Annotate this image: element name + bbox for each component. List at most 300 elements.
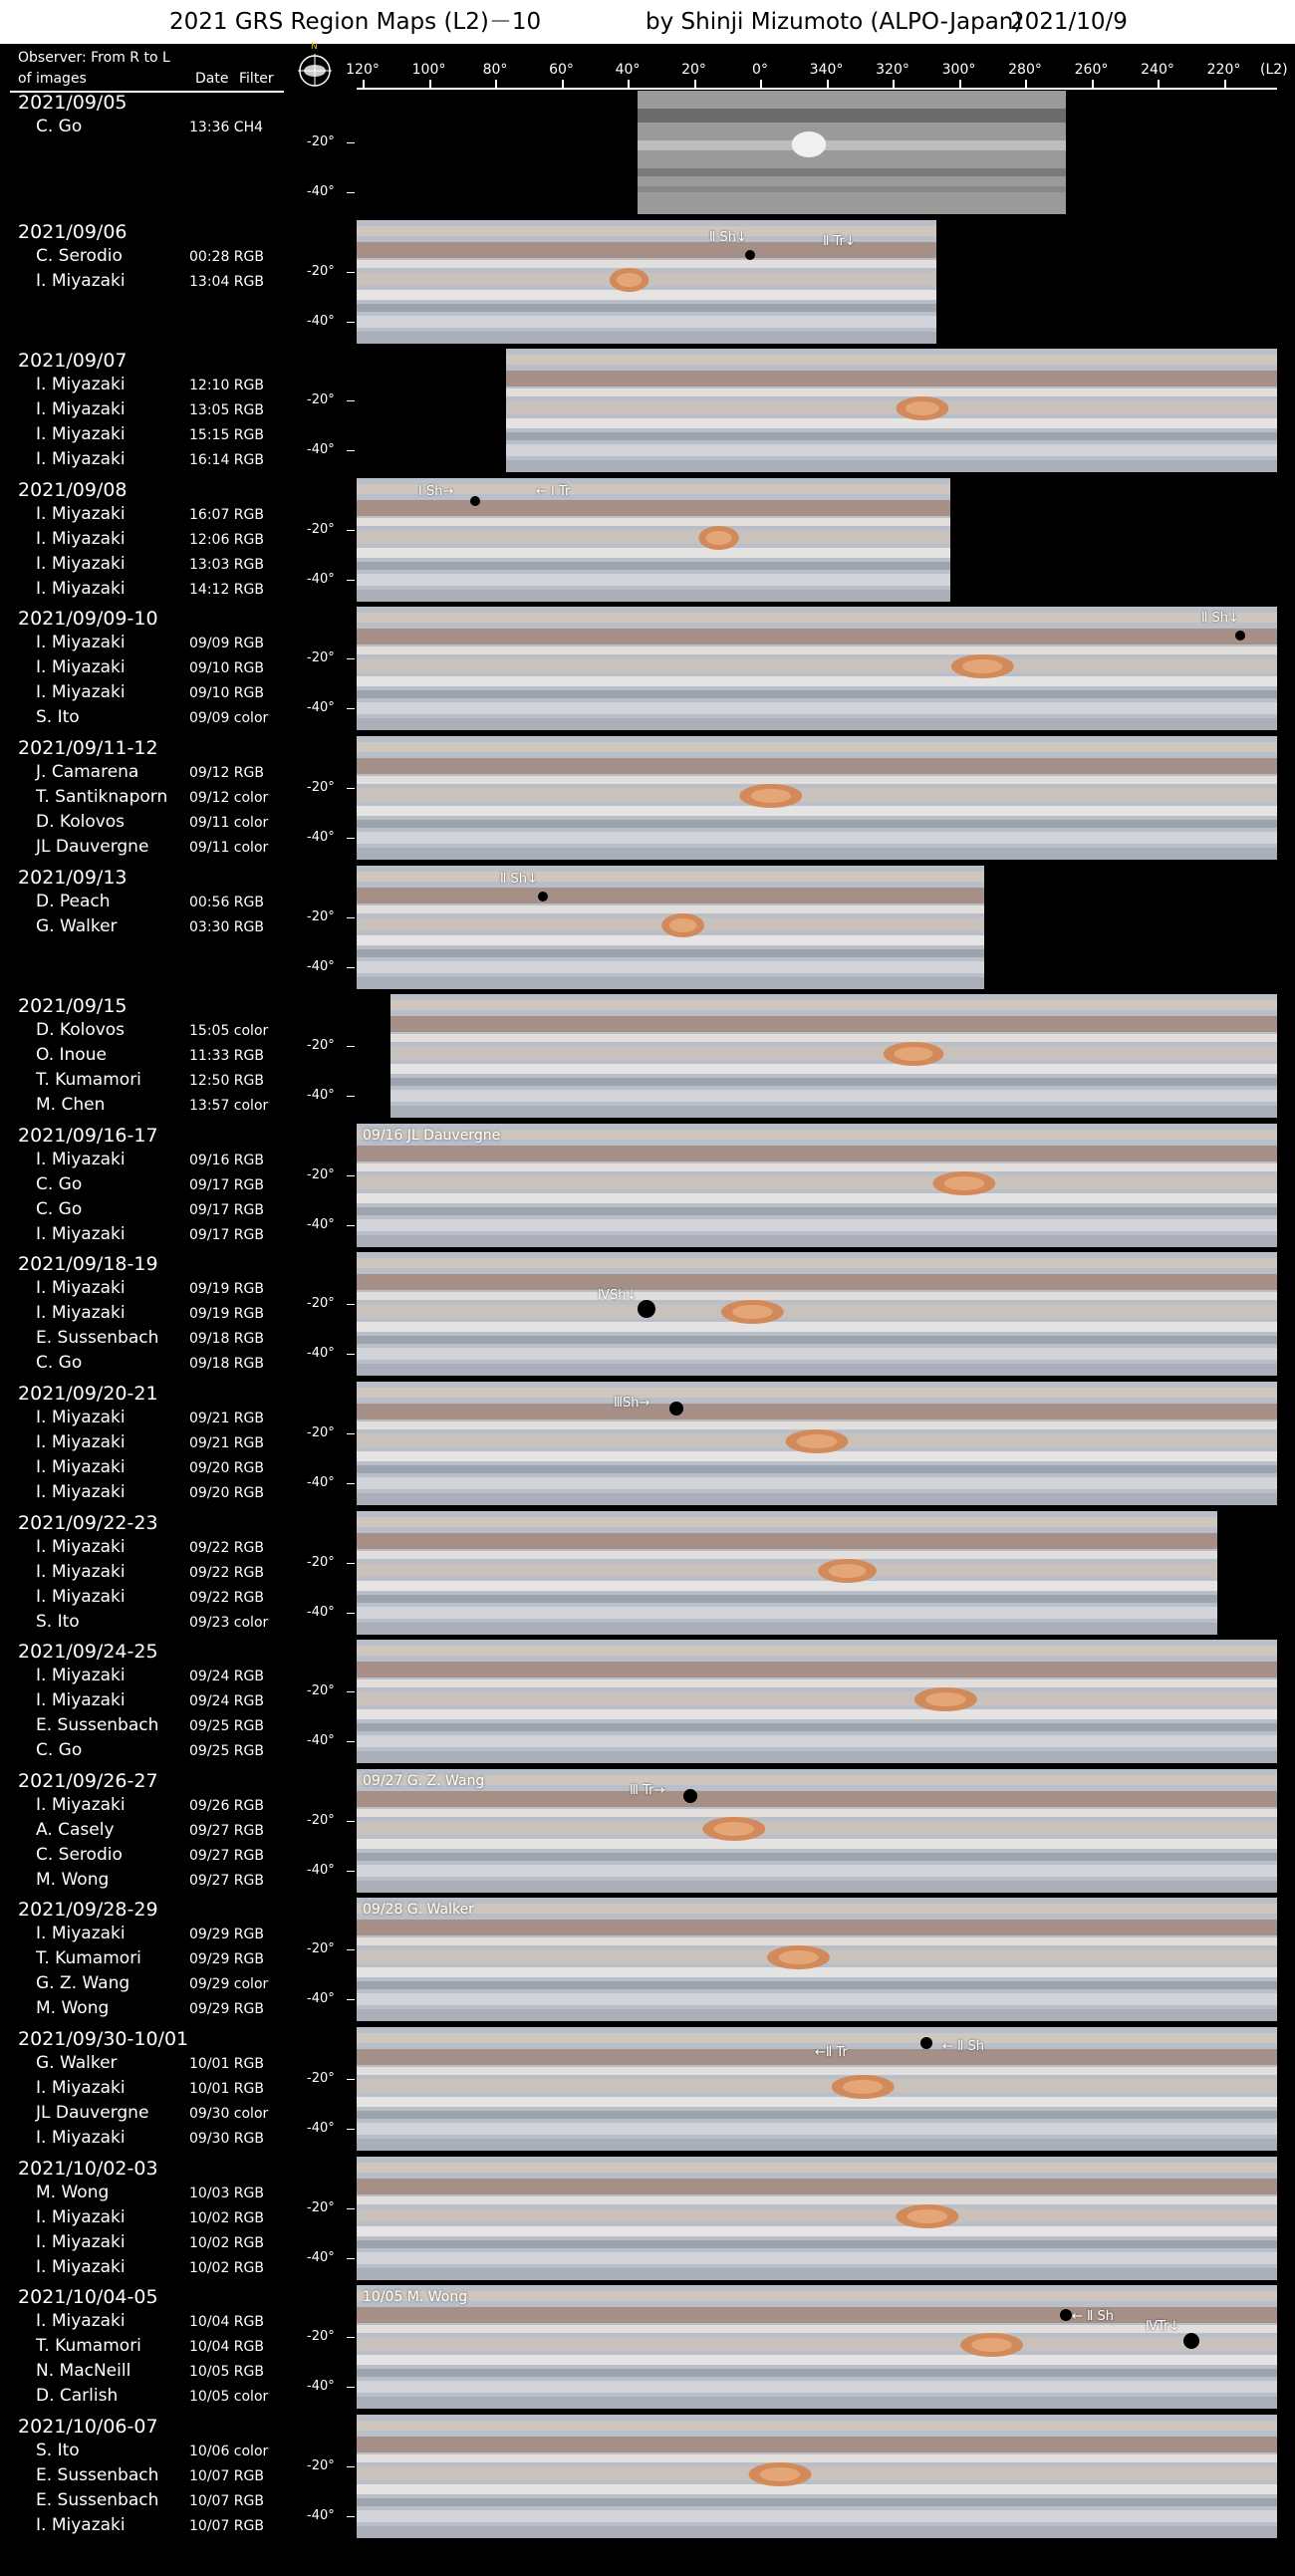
map-row [0, 994, 1295, 1122]
jupiter-map-strip [357, 607, 1277, 730]
latitude-tick [347, 1483, 355, 1484]
observation-time-filter: 13:04 RGB [189, 273, 264, 290]
latitude-label: -20° [307, 392, 335, 408]
observer-name: C. Go [36, 1173, 83, 1194]
row-date: 2021/09/07 [18, 350, 128, 373]
observer-name: D. Peach [36, 891, 111, 911]
observation-time-filter: 09/25 RGB [189, 1718, 264, 1735]
observation-time-filter: 09/23 color [189, 1614, 269, 1631]
latitude-label: -40° [307, 1346, 335, 1362]
observation-time-filter: 09/17 RGB [189, 1201, 264, 1218]
map-row [0, 2415, 1295, 2542]
observer-name: T. Kumamori [36, 1948, 141, 1969]
observer-name: E. Sussenbach [36, 1328, 159, 1349]
map-row [0, 1511, 1295, 1639]
observation-time-filter: 13:05 RGB [189, 402, 264, 419]
observer-heading-2: of images [18, 71, 87, 87]
latitude-tick [347, 2079, 355, 2080]
longitude-tick-label: 220° [1206, 62, 1241, 78]
observer-name: O. Inoue [36, 1045, 107, 1066]
longitude-tick-label: 20° [681, 62, 706, 78]
satellite-event-annotation: Ⅱ Tr↓ [823, 233, 856, 249]
observer-name: I. Miyazaki [36, 553, 126, 574]
row-date: 2021/09/11-12 [18, 737, 158, 759]
longitude-tick [495, 80, 497, 90]
longitude-tick [893, 80, 895, 90]
observation-time-filter: 09/09 color [189, 710, 269, 727]
observation-time-filter: 09/26 RGB [189, 1797, 264, 1814]
latitude-label: -40° [307, 2249, 335, 2265]
satellite-event-annotation: Ⅲ Tr→ [630, 1782, 665, 1798]
latitude-label: -20° [307, 650, 335, 666]
map-row [0, 2285, 1295, 2413]
latitude-tick [347, 1821, 355, 1822]
observer-name: C. Go [36, 1353, 83, 1374]
observer-name: N. MacNeill [36, 2361, 131, 2382]
observation-time-filter: 09/25 RGB [189, 1743, 264, 1760]
longitude-tick [363, 80, 365, 90]
observer-name: G. Walker [36, 915, 118, 936]
latitude-label: -40° [307, 830, 335, 845]
latitude-tick [347, 917, 355, 918]
jupiter-map-strip [357, 866, 984, 989]
observer-name: C. Go [36, 1198, 83, 1219]
longitude-tick [827, 80, 829, 90]
observation-time-filter: 12:06 RGB [189, 531, 264, 548]
latitude-tick [347, 1433, 355, 1434]
map-row [0, 478, 1295, 606]
jupiter-map-strip [506, 349, 1277, 472]
observation-time-filter: 09/12 RGB [189, 765, 264, 781]
observer-name: I. Miyazaki [36, 1149, 126, 1169]
latitude-label: -40° [307, 442, 335, 458]
latitude-label: -20° [307, 2071, 335, 2086]
latitude-label: -20° [307, 1296, 335, 1312]
title-bar [0, 0, 1295, 44]
row-date: 2021/09/24-25 [18, 1641, 158, 1664]
publish-date: 2021/10/9 [1010, 9, 1128, 35]
observer-name: I. Miyazaki [36, 2128, 126, 2148]
row-date: 2021/10/06-07 [18, 2415, 158, 2438]
observation-time-filter: 09/30 RGB [189, 2131, 264, 2147]
row-date: 2021/09/28-29 [18, 1899, 158, 1922]
latitude-tick [347, 2466, 355, 2467]
jupiter-map-strip [357, 1898, 1277, 2021]
map-row [0, 1124, 1295, 1251]
satellite-event-annotation: Ⅱ Sh↓ [500, 871, 538, 887]
row-date: 2021/09/30-10/01 [18, 2028, 189, 2050]
latitude-label: -40° [307, 1475, 335, 1490]
row-date: 2021/09/20-21 [18, 1383, 158, 1405]
latitude-tick [347, 1949, 355, 1950]
map-row [0, 866, 1295, 993]
map-row [0, 1640, 1295, 1767]
latitude-tick [347, 580, 355, 581]
longitude-tick-label: 260° [1074, 62, 1109, 78]
longitude-tick [1092, 80, 1094, 90]
latitude-label: -40° [307, 2507, 335, 2523]
observer-name: I. Miyazaki [36, 2206, 126, 2227]
observation-time-filter: 10/05 color [189, 2389, 269, 2406]
observation-time-filter: 09/22 RGB [189, 1589, 264, 1606]
observer-name: C. Go [36, 1740, 83, 1761]
observer-name: I. Miyazaki [36, 1666, 126, 1686]
observer-name: G. Walker [36, 2053, 118, 2073]
latitude-tick [347, 1613, 355, 1614]
satellite-event-annotation: Ⅱ Sh↓ [1201, 611, 1239, 627]
latitude-label: -40° [307, 2121, 335, 2136]
latitude-label: -40° [307, 1862, 335, 1878]
moon-shadow-spot [538, 892, 548, 902]
filter-column-heading: Filter [239, 71, 274, 87]
moon-shadow-spot [470, 496, 480, 506]
observation-time-filter: 09/18 RGB [189, 1331, 264, 1348]
observation-time-filter: 09/11 color [189, 815, 269, 831]
satellite-event-annotation: Ⅱ Sh↓ [709, 229, 747, 245]
observation-time-filter: 10/01 RGB [189, 2056, 264, 2072]
satellite-event-annotation: ← Ⅰ Tr [536, 483, 571, 499]
latitude-tick [347, 400, 355, 401]
observer-name: C. Go [36, 117, 83, 136]
longitude-tick [1025, 80, 1027, 90]
latitude-tick [347, 2516, 355, 2517]
observer-name: I. Miyazaki [36, 2078, 126, 2098]
observation-time-filter: 09/17 RGB [189, 1176, 264, 1193]
jupiter-map-strip [357, 2157, 1277, 2280]
moon-shadow-spot [683, 1789, 697, 1803]
observer-name: E. Sussenbach [36, 2489, 159, 2510]
satellite-event-annotation: ⅣSh↓ [598, 1288, 638, 1304]
jupiter-map-strip [357, 1640, 1277, 1763]
observer-name: I. Miyazaki [36, 1303, 126, 1324]
map-row [0, 1252, 1295, 1380]
map-row [0, 607, 1295, 734]
observation-time-filter: 09/29 RGB [189, 2001, 264, 2018]
longitude-tick-label: 80° [482, 62, 508, 78]
latitude-tick [347, 1096, 355, 1097]
latitude-tick [347, 2387, 355, 2388]
jupiter-map-strip [357, 1252, 1277, 1376]
latitude-label: -40° [307, 700, 335, 716]
observer-name: I. Miyazaki [36, 682, 126, 703]
jupiter-map-strip [357, 2415, 1277, 2538]
latitude-tick [347, 708, 355, 709]
observation-time-filter: 09/24 RGB [189, 1669, 264, 1685]
latitude-label: -40° [307, 958, 335, 974]
longitude-tick [1158, 80, 1160, 90]
latitude-label: -40° [307, 184, 335, 199]
observer-name: I. Miyazaki [36, 1561, 126, 1582]
latitude-tick [347, 967, 355, 968]
longitude-tick [562, 80, 564, 90]
observation-time-filter: 09/09 RGB [189, 636, 264, 652]
observation-time-filter: 10/07 RGB [189, 2467, 264, 2484]
moon-shadow-spot [745, 250, 755, 260]
map-row [0, 2157, 1295, 2284]
observer-name: I. Miyazaki [36, 1536, 126, 1557]
latitude-tick [347, 192, 355, 193]
map-row [0, 91, 1295, 218]
satellite-event-annotation: ←Ⅱ Tr [815, 2045, 848, 2060]
longitude-tick-label: 60° [549, 62, 574, 78]
observation-time-filter: 10/03 RGB [189, 2185, 264, 2201]
lon-system-label: (L2) [1260, 62, 1288, 78]
observation-time-filter: 15:05 color [189, 1023, 269, 1040]
observer-name: JL Dauvergne [36, 2103, 149, 2123]
header [0, 44, 1295, 94]
observation-time-filter: 09/21 RGB [189, 1411, 264, 1426]
latitude-tick [347, 530, 355, 531]
observation-time-filter: 13:36 CH4 [189, 120, 264, 135]
longitude-tick [694, 80, 696, 90]
observation-time-filter: 09/20 RGB [189, 1485, 264, 1501]
latitude-label: -20° [307, 134, 335, 149]
latitude-tick [347, 1175, 355, 1176]
observation-time-filter: 09/27 RGB [189, 1872, 264, 1889]
observer-name: T. Kumamori [36, 2336, 141, 2357]
observer-name: I. Miyazaki [36, 1482, 126, 1502]
compass-north-label: N [311, 42, 318, 52]
latitude-label: -20° [307, 2457, 335, 2473]
map-row [0, 1769, 1295, 1897]
latitude-label: -20° [307, 780, 335, 795]
satellite-event-annotation: Ⅰ Sh→ [418, 483, 454, 499]
latitude-label: -40° [307, 1604, 335, 1620]
map-row [0, 1898, 1295, 2025]
row-date: 2021/10/02-03 [18, 2157, 158, 2180]
row-date: 2021/09/15 [18, 995, 128, 1018]
jupiter-map-strip [357, 1511, 1217, 1635]
latitude-label: -40° [307, 313, 335, 329]
observer-name: I. Miyazaki [36, 1690, 126, 1711]
latitude-tick [347, 2337, 355, 2338]
latitude-tick [347, 838, 355, 839]
row-date: 2021/09/16-17 [18, 1124, 158, 1147]
jupiter-map-strip [357, 736, 1277, 860]
map-row [0, 1382, 1295, 1509]
observer-name: M. Wong [36, 1869, 110, 1890]
row-date: 2021/09/05 [18, 92, 128, 114]
compass-icon [296, 42, 334, 88]
latitude-tick [347, 142, 355, 143]
latitude-label: -40° [307, 1088, 335, 1104]
observer-name: E. Sussenbach [36, 1715, 159, 1736]
observer-name: I. Miyazaki [36, 270, 126, 291]
longitude-tick-label: 40° [615, 62, 641, 78]
observer-name: I. Miyazaki [36, 1794, 126, 1815]
observer-name: D. Kolovos [36, 1020, 126, 1041]
observation-time-filter: 10/02 RGB [189, 2259, 264, 2276]
observation-time-filter: 10/07 RGB [189, 2517, 264, 2534]
latitude-tick [347, 322, 355, 323]
map-row [0, 220, 1295, 348]
latitude-label: -20° [307, 1941, 335, 1957]
latitude-tick [347, 450, 355, 451]
satellite-event-annotation: ← Ⅱ Sh [942, 2039, 985, 2054]
observation-time-filter: 09/11 color [189, 840, 269, 856]
observer-name: T. Santiknaporn [36, 787, 168, 807]
observation-time-filter: 09/10 RGB [189, 660, 264, 677]
satellite-event-annotation: ⅢSh→ [614, 1396, 650, 1411]
observer-name: I. Miyazaki [36, 1278, 126, 1299]
longitude-tick [959, 80, 961, 90]
latitude-tick [347, 1225, 355, 1226]
longitude-tick [628, 80, 630, 90]
latitude-tick [347, 1304, 355, 1305]
observation-time-filter: 09/27 RGB [189, 1822, 264, 1839]
latitude-label: -40° [307, 1991, 335, 2007]
latitude-label: -20° [307, 1038, 335, 1054]
strip-source-label: 10/05 M. Wong [363, 2289, 468, 2306]
jupiter-map-strip [357, 1382, 1277, 1505]
strip-source-label: 09/28 G. Walker [363, 1902, 474, 1919]
jupiter-map-strip [357, 2285, 1277, 2409]
observation-time-filter: 11:33 RGB [189, 1048, 264, 1065]
observation-time-filter: 09/20 RGB [189, 1460, 264, 1476]
observation-time-filter: 03:30 RGB [189, 918, 264, 935]
latitude-tick [347, 1354, 355, 1355]
observation-time-filter: 10/02 RGB [189, 2234, 264, 2251]
longitude-tick-label: 120° [346, 62, 380, 78]
jupiter-map-strip [357, 1769, 1277, 1893]
observer-name: G. Z. Wang [36, 1973, 130, 1994]
page-title: 2021 GRS Region Maps (L2)－10 [169, 9, 542, 35]
observer-name: JL Dauvergne [36, 837, 149, 857]
satellite-event-annotation: ⅣTr↓ [1146, 2319, 1180, 2335]
observation-time-filter: 13:03 RGB [189, 556, 264, 573]
observer-name: J. Camarena [36, 762, 139, 782]
latitude-label: -20° [307, 1812, 335, 1828]
latitude-label: -20° [307, 1425, 335, 1440]
observer-name: I. Miyazaki [36, 1223, 126, 1244]
latitude-label: -20° [307, 521, 335, 537]
longitude-tick-label: 340° [809, 62, 844, 78]
observation-time-filter: 09/19 RGB [189, 1281, 264, 1298]
latitude-tick [347, 1741, 355, 1742]
strip-source-label: 09/16 JL Dauvergne [363, 1127, 501, 1144]
observer-name: I. Miyazaki [36, 1586, 126, 1607]
observation-time-filter: 09/27 RGB [189, 1847, 264, 1864]
latitude-label: -20° [307, 1166, 335, 1182]
observer-name: D. Kolovos [36, 812, 126, 832]
observation-time-filter: 12:50 RGB [189, 1073, 264, 1090]
latitude-tick [347, 1563, 355, 1564]
latitude-label: -20° [307, 1683, 335, 1699]
longitude-tick-label: 100° [411, 62, 446, 78]
longitude-tick [1224, 80, 1226, 90]
observation-time-filter: 12:10 RGB [189, 378, 264, 394]
longitude-tick [760, 80, 762, 90]
observation-time-filter: 09/18 RGB [189, 1356, 264, 1373]
observation-time-filter: 15:15 RGB [189, 427, 264, 444]
row-date: 2021/09/08 [18, 478, 128, 501]
observation-time-filter: 16:07 RGB [189, 506, 264, 523]
observation-time-filter: 09/29 color [189, 1976, 269, 1993]
row-date: 2021/09/26-27 [18, 1769, 158, 1792]
latitude-label: -20° [307, 908, 335, 924]
observer-name: M. Wong [36, 1998, 110, 2019]
observer-name: I. Miyazaki [36, 633, 126, 653]
observer-name: I. Miyazaki [36, 1457, 126, 1477]
latitude-tick [347, 788, 355, 789]
latitude-label: -20° [307, 1554, 335, 1570]
observer-heading: Observer: From R to L [18, 50, 170, 66]
observation-time-filter: 00:56 RGB [189, 894, 264, 910]
latitude-tick [347, 1871, 355, 1872]
jupiter-map-strip [638, 91, 1066, 214]
strip-source-label: 09/27 G. Z. Wang [363, 1772, 485, 1789]
observer-name: I. Miyazaki [36, 449, 126, 470]
observer-name: S. Ito [36, 1611, 80, 1632]
row-date: 2021/09/13 [18, 866, 128, 889]
latitude-tick [347, 2129, 355, 2130]
longitude-tick-label: 0° [752, 62, 768, 78]
longitude-tick-label: 280° [1008, 62, 1042, 78]
observation-time-filter: 00:28 RGB [189, 248, 264, 265]
satellite-event-annotation: ← Ⅱ Sh [1072, 2309, 1115, 2325]
latitude-tick [347, 1046, 355, 1047]
observation-time-filter: 09/21 RGB [189, 1435, 264, 1451]
latitude-label: -40° [307, 571, 335, 587]
date-column-heading: Date [195, 71, 229, 87]
observer-name: I. Miyazaki [36, 1408, 126, 1427]
latitude-label: -20° [307, 263, 335, 279]
observer-name: M. Wong [36, 2182, 110, 2202]
observer-name: A. Casely [36, 1819, 115, 1840]
observation-time-filter: 09/12 color [189, 790, 269, 806]
observation-time-filter: 10/02 RGB [189, 2209, 264, 2226]
observer-name: I. Miyazaki [36, 1432, 126, 1452]
latitude-label: -40° [307, 2379, 335, 2395]
map-row [0, 2027, 1295, 2155]
observer-name: I. Miyazaki [36, 375, 126, 395]
observer-name: I. Miyazaki [36, 2231, 126, 2252]
observer-name: I. Miyazaki [36, 2514, 126, 2535]
row-date: 2021/09/22-23 [18, 1511, 158, 1534]
observation-time-filter: 09/29 RGB [189, 1951, 264, 1968]
moon-shadow-spot [920, 2037, 932, 2049]
observer-name: I. Miyazaki [36, 2311, 126, 2332]
observation-time-filter: 13:57 color [189, 1098, 269, 1115]
observation-time-filter: 09/22 RGB [189, 1564, 264, 1581]
latitude-tick [347, 1691, 355, 1692]
latitude-label: -20° [307, 2199, 335, 2215]
row-date: 2021/10/04-05 [18, 2286, 158, 2309]
observer-name: T. Kumamori [36, 1070, 141, 1091]
row-date: 2021/09/18-19 [18, 1253, 158, 1276]
observer-name: I. Miyazaki [36, 399, 126, 420]
observer-name: C. Serodio [36, 1844, 123, 1865]
observation-time-filter: 09/17 RGB [189, 1226, 264, 1243]
longitude-tick-label: 300° [941, 62, 976, 78]
observation-time-filter: 14:12 RGB [189, 581, 264, 598]
latitude-tick [347, 2258, 355, 2259]
latitude-label: -40° [307, 1733, 335, 1749]
observation-time-filter: 10/04 RGB [189, 2314, 264, 2331]
observer-name: I. Miyazaki [36, 2256, 126, 2277]
observer-name: I. Miyazaki [36, 528, 126, 549]
observer-name: M. Chen [36, 1095, 106, 1116]
observation-time-filter: 10/05 RGB [189, 2364, 264, 2381]
observation-time-filter: 10/06 color [189, 2443, 269, 2459]
latitude-tick [347, 658, 355, 659]
observer-name: I. Miyazaki [36, 424, 126, 445]
observer-name: D. Carlish [36, 2386, 119, 2407]
observation-time-filter: 09/30 color [189, 2106, 269, 2122]
observer-name: C. Serodio [36, 245, 123, 266]
author-credit: by Shinji Mizumoto (ALPO-Japan) [646, 9, 1023, 35]
observation-time-filter: 09/24 RGB [189, 1693, 264, 1710]
